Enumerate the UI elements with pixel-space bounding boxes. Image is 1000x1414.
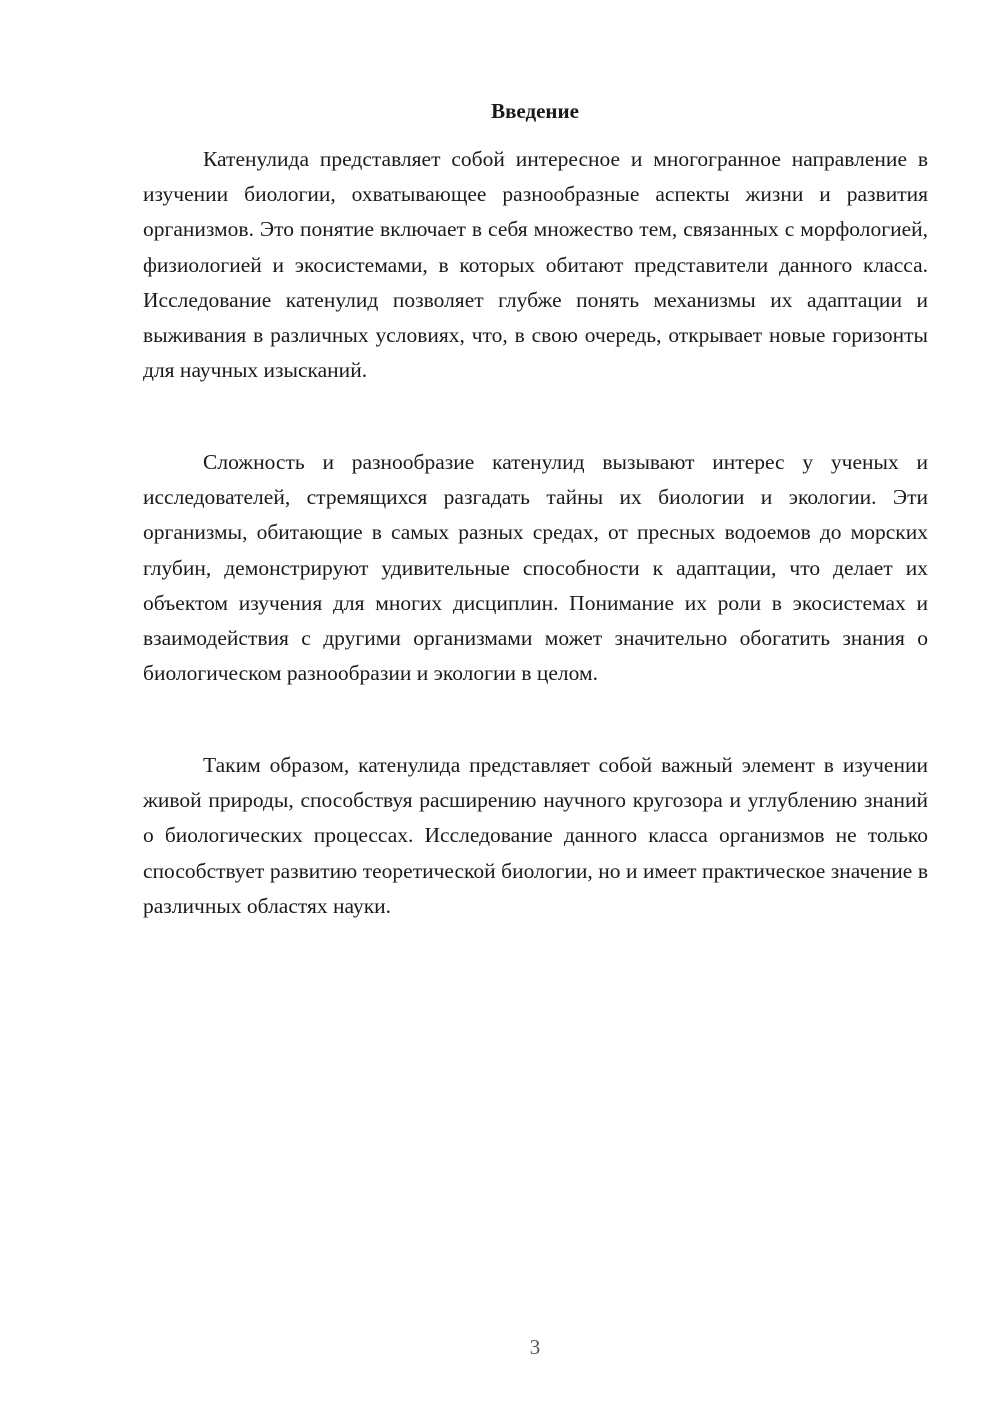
paragraph-2: Сложность и разнообразие катенулид вызывают интерес у ученых и исследователей, стремящихся разгадать тайны их биологии и экологии. Эти организмы, обитающие в самых разных средах, от пресных водоемов до морских глубин, демонстрируют удивительные способности к адаптации, что делает их объектом изучения для многих дисциплин. Понимание их роли в экосистемах и взаимодействия с другими организмами может значительно обогатить знания о биологическом разнообразии и экологии в целом. bbox=[143, 450, 928, 686]
page-number: 3 bbox=[529, 1335, 541, 1359]
paragraph-1: Катенулида представляет собой интересное и многогранное направление в изучении биологии, охватывающее разнообразные аспекты жизни и развития организмов. Это понятие включает в себя множество тем, связанных с морфологией, физиологией и экосистемами, в которых обитают представители данного класса. Исследование катенулид позволяет глубже понять механизмы их адаптации и выживания в различных условиях, что, в свою очередь, открывает новые горизонты для научных изысканий. bbox=[143, 147, 928, 383]
paragraph-1-block bbox=[143, 142, 928, 388]
paragraph-3-block bbox=[143, 748, 928, 924]
paragraph-3: Таким образом, катенулида представляет собой важный элемент в изучении живой природы, способствуя расширению научного кругозора и углублению знаний о биологических процессах. Исследование данного класса организмов не только способствует развитию теоретической биологии, но и имеет практическое значение в различных областях науки. bbox=[143, 753, 928, 918]
section-heading: Введение bbox=[491, 99, 579, 123]
paragraph-2-block bbox=[143, 445, 928, 691]
